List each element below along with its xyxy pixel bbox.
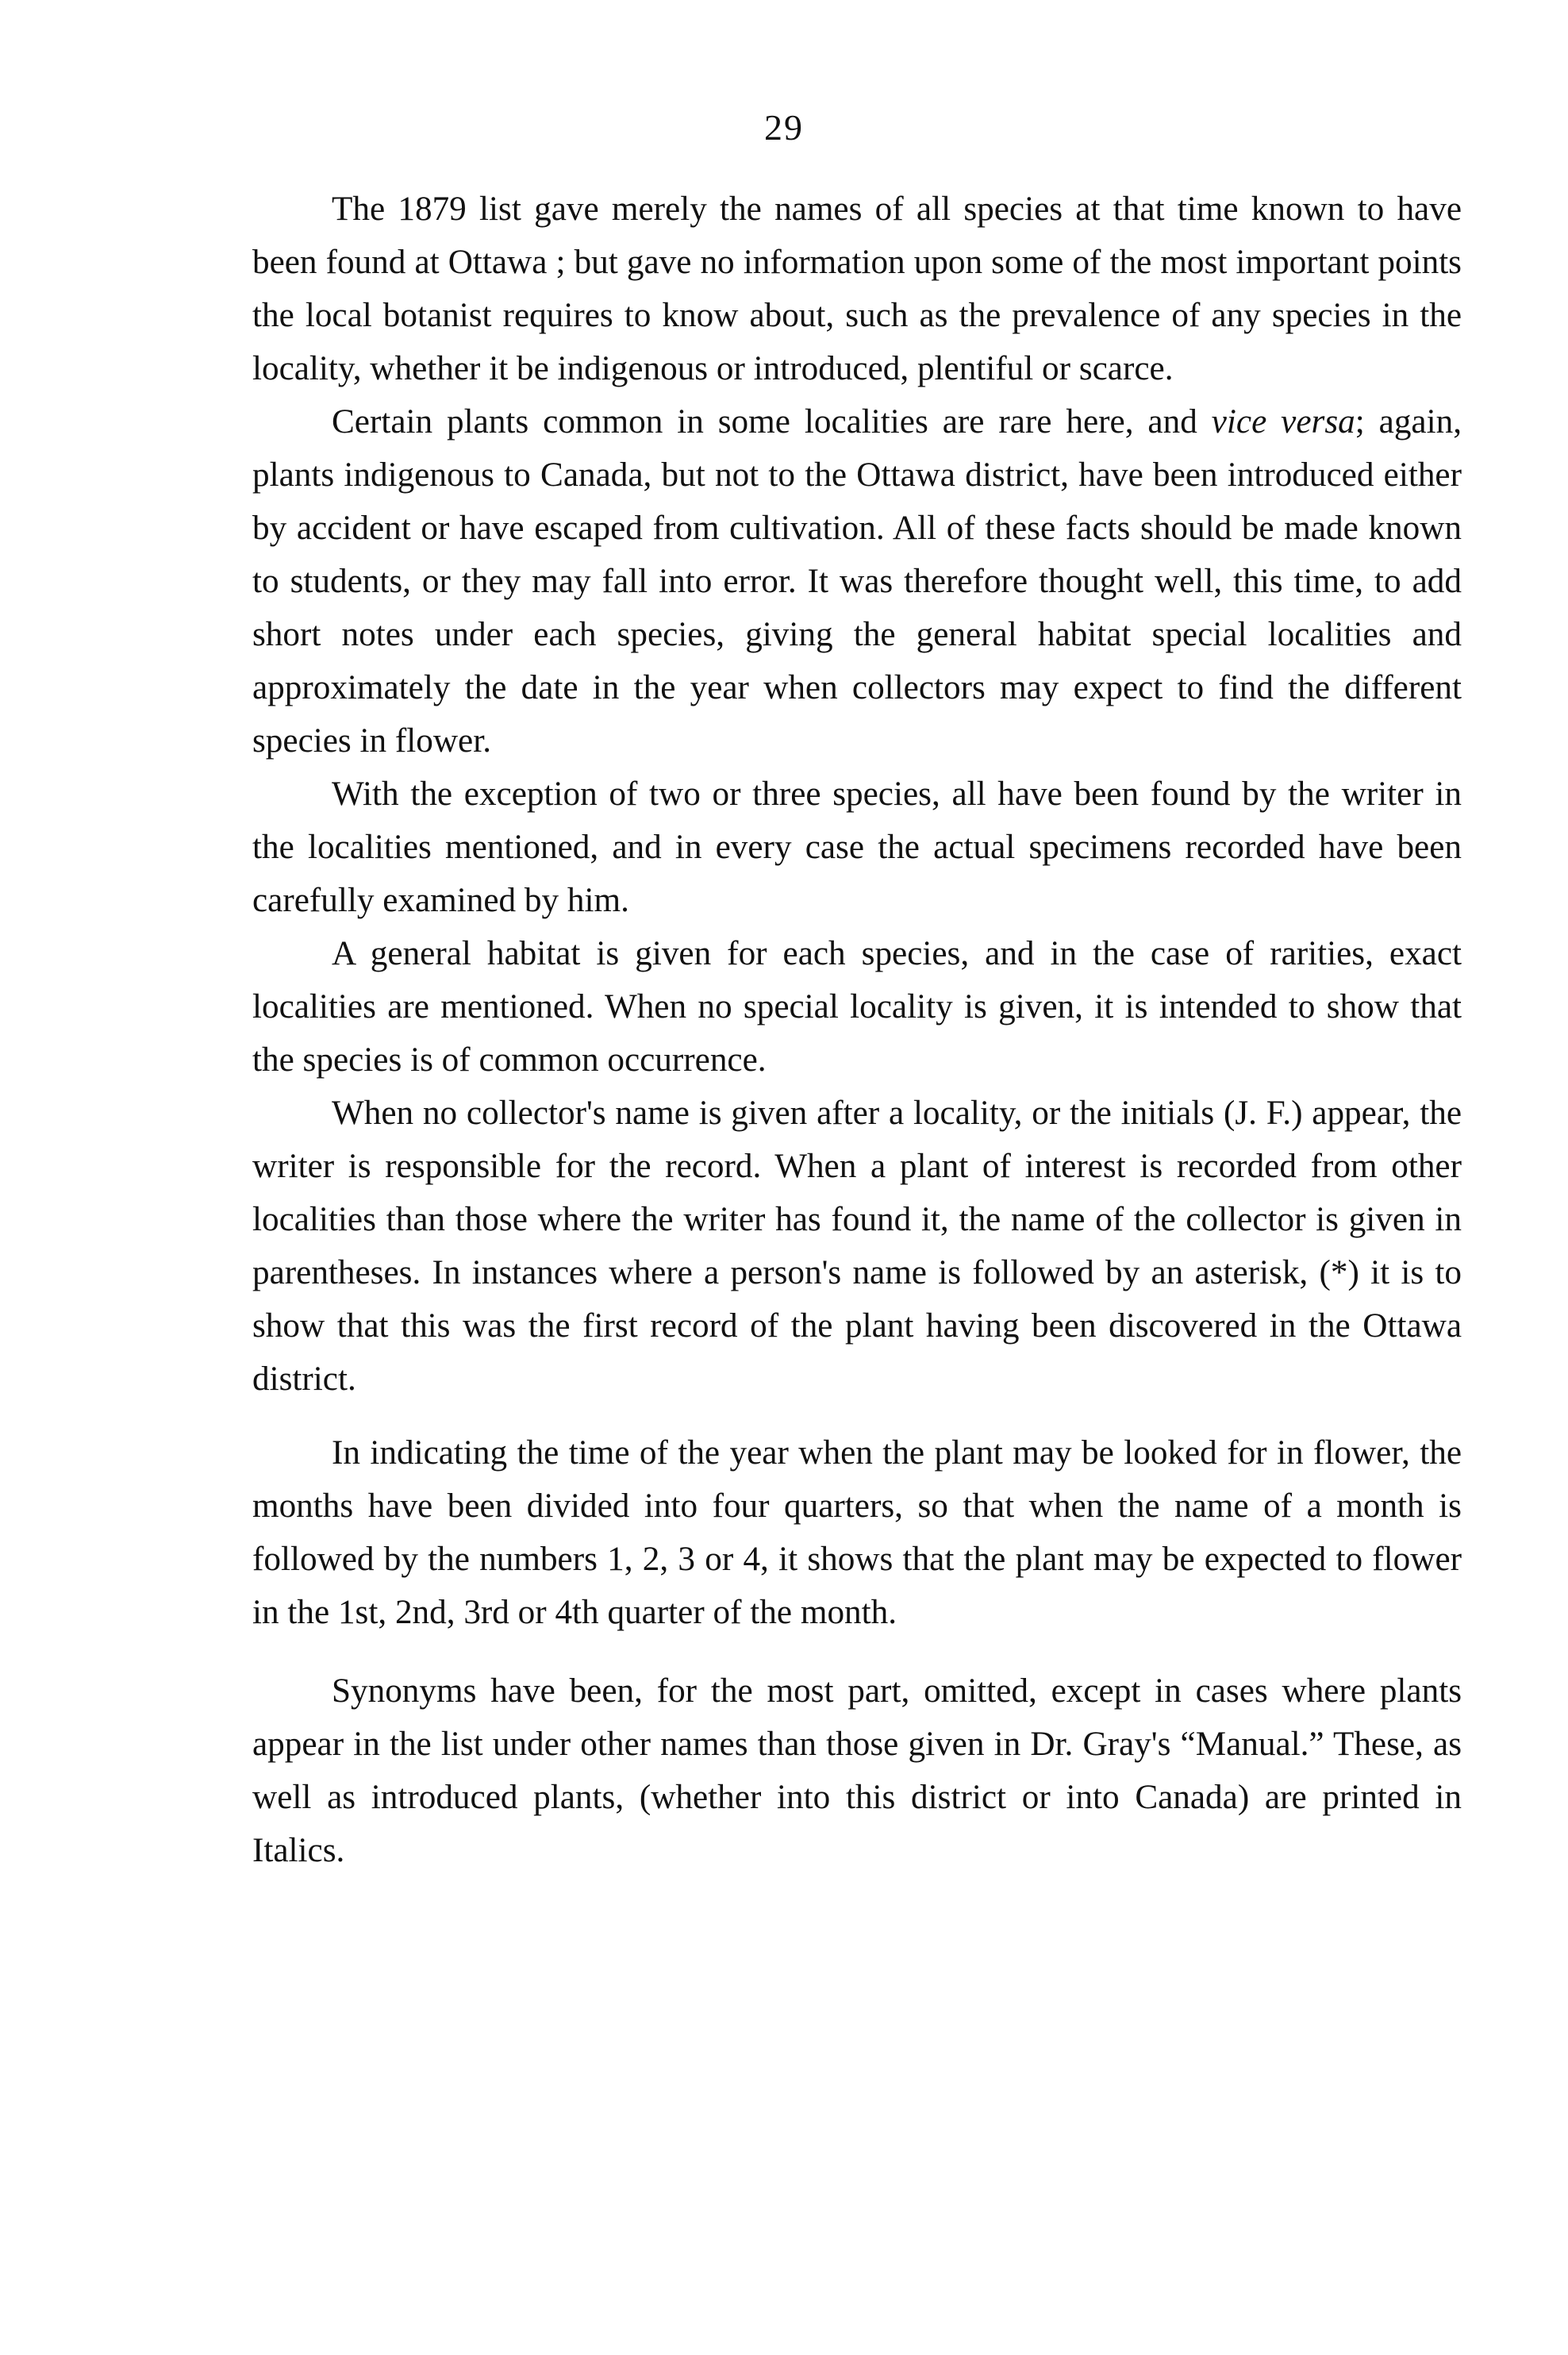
paragraph-text: The 1879 list gave merely the names of all species at that time known to have been found at Ottawa ; but gave no information upon some of the most important points the local botanist requires to know about, such as the prevalence of any species in the locality, whether it be indigenous or introduced, plentiful or scarce. [252, 190, 1462, 387]
paragraph-text: ; again, plants indigenous to Canada, but not to the Ottawa district, have been introduced either by accident or have escaped from cultivation. All of these facts should be made known to students, or they may fall into error. It was therefore thought well, this time, to add short notes under each species, giving the general habitat special localities and approximately the date in the year when collectors may expect to find the different species in flower. [252, 403, 1462, 760]
paragraph-text: A general habitat is given for each species, and in the case of rarities, exact localities are mentioned. When no special locality is given, it is intended to show that the species is of common occurrence. [252, 935, 1462, 1079]
paragraph-text: With the exception of two or three species, all have been found by the writer in the localities mentioned, and in every case the actual specimens recorded have been carefully examined by him. [252, 775, 1462, 919]
paragraph-exception [252, 768, 1462, 927]
paragraph-text: Certain plants common in some localities are rare here, and [332, 403, 1212, 441]
page-number: 29 [764, 107, 804, 148]
paragraph-text: Synonyms have been, for the most part, omitted, except in cases where plants appear in the list under other names than those given in Dr. Gray's “Manual.” These, as well as introduced plants, (whether into this district or into Canada) are printed in Italics. [252, 1672, 1462, 1869]
paragraph-text: In indicating the time of the year when the plant may be looked for in flower, the months have been divided into four quarters, so that when the name of a month is followed by the numbers 1, 2, 3 or 4, it shows that the plant may be expected to flower in the 1st, 2nd, 3rd or 4th quarter of the month. [252, 1434, 1462, 1631]
italic-phrase: vice versa [1211, 403, 1355, 441]
paragraph-1879-list [252, 183, 1462, 395]
paragraph-general-habitat [252, 927, 1462, 1087]
paragraph-text: When no collector's name is given after a locality, or the initials (J. F.) appear, the writer is responsible for the record. When a plant of interest is recorded from other localities than those where the writer has found it, the name of the collector is given in parentheses. In instances where a person's name is followed by an asterisk, (*) it is to show that this was the first record of the plant having been discovered in the Ottawa district. [252, 1095, 1462, 1398]
paragraph-collector-name [252, 1087, 1462, 1406]
paragraph-flowering-time [252, 1426, 1462, 1639]
body-text [252, 183, 1462, 1877]
paragraph-synonyms [252, 1664, 1462, 1877]
paragraph-certain-plants [252, 395, 1462, 768]
